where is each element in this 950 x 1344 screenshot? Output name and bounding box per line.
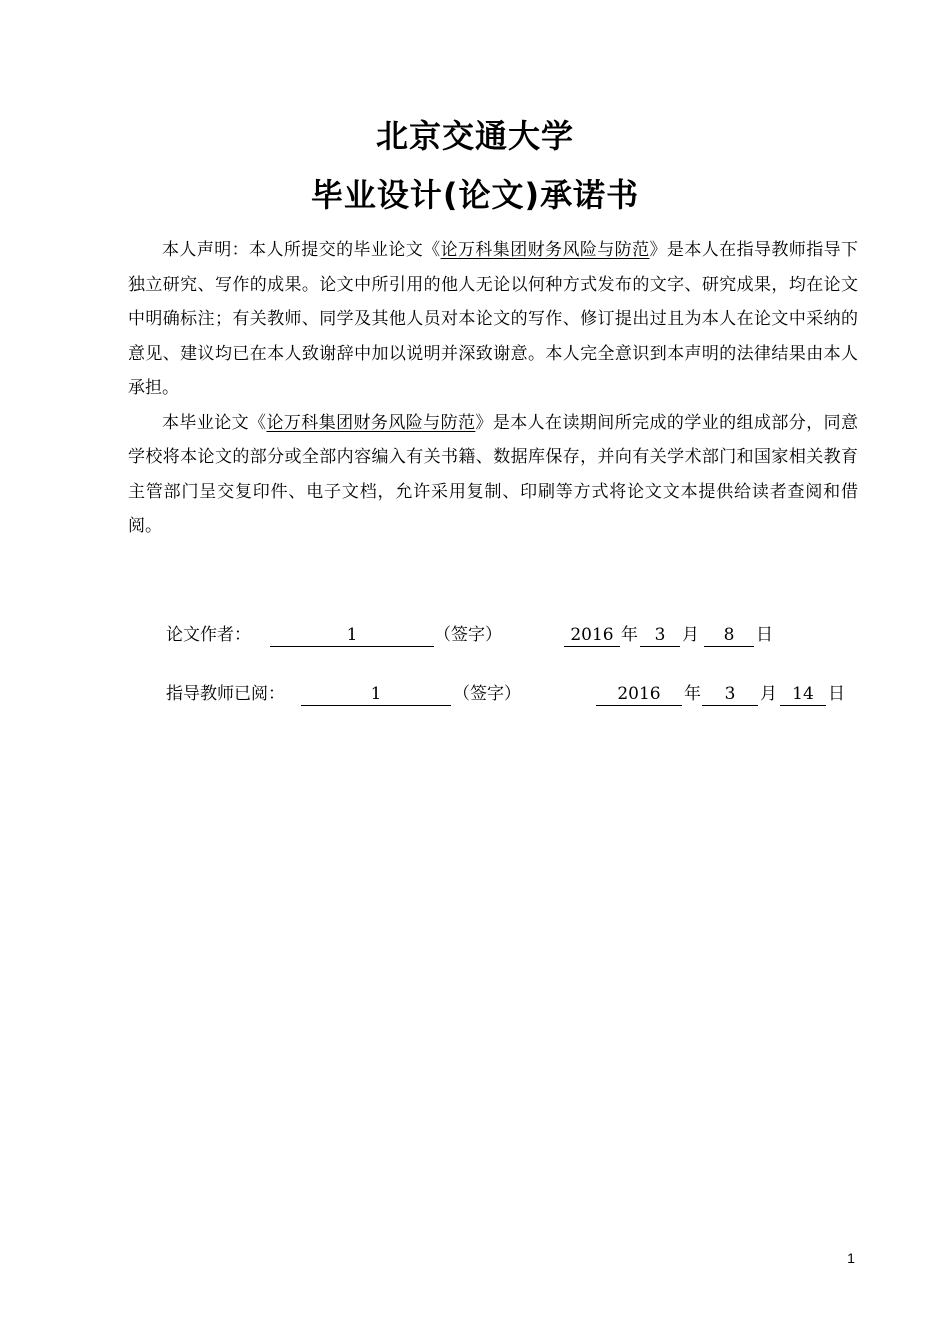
author-name-field: 1 bbox=[270, 624, 434, 647]
declaration-paragraph-2 bbox=[128, 406, 858, 544]
author-signature-row bbox=[166, 620, 866, 650]
author-month-unit: 月 bbox=[682, 625, 699, 645]
author-sign-note: （签字） bbox=[434, 625, 502, 645]
declaration-body bbox=[128, 233, 858, 544]
para2-thesis-title: 论万科集团财务风险与防范 bbox=[266, 412, 476, 433]
advisor-month-unit: 月 bbox=[760, 684, 777, 704]
author-year-unit: 年 bbox=[621, 625, 638, 645]
document-title: 毕业设计(论文)承诺书 bbox=[310, 176, 640, 214]
para1-prefix: 本人声明：本人所提交的毕业论文《 bbox=[162, 240, 441, 260]
author-day-unit: 日 bbox=[756, 625, 773, 645]
advisor-year-field: 2016 bbox=[596, 683, 682, 706]
author-label: 论文作者： bbox=[166, 625, 251, 645]
advisor-name-field: 1 bbox=[301, 683, 451, 706]
page-number: 1 bbox=[847, 1250, 855, 1266]
advisor-year-unit: 年 bbox=[684, 684, 701, 704]
author-month-field: 3 bbox=[640, 624, 680, 647]
para2-prefix: 本毕业论文《 bbox=[162, 412, 267, 433]
school-title: 北京交通大学 bbox=[375, 117, 574, 155]
declaration-paragraph-1 bbox=[128, 233, 858, 406]
para2-suffix: 》是本人在读期间所完成的学业的组成部分，同意学校将本论文的部分或全部内容编入有关书籍、数据库保存，并向有关学术部门和国家相关教育主管部门呈交复印件、电子文档，允许采用复制、印刷等方式将论文文本提供给读者查阅和借阅。 bbox=[128, 412, 859, 536]
para1-suffix: 》是本人在指导教师指导下独立研究、写作的成果。论文中所引用的他人无论以何种方式发布的文字、研究成果，均在论文中明确标注；有关教师、同学及其他人员对本论文的写作、修订提出过且为本人在论文中采纳的意见、建议均已在本人致谢辞中加以说明并深致谢意。本人完全意识到本声明的法律结果由本人承担。 bbox=[128, 240, 859, 398]
advisor-day-field: 14 bbox=[780, 683, 826, 706]
author-day-field: 8 bbox=[704, 624, 754, 647]
author-year-field: 2016 bbox=[564, 624, 620, 647]
advisor-signature-row bbox=[166, 679, 866, 709]
advisor-sign-note: （签字） bbox=[453, 684, 521, 704]
advisor-day-unit: 日 bbox=[828, 684, 845, 704]
advisor-month-field: 3 bbox=[702, 683, 758, 706]
advisor-label: 指导教师已阅： bbox=[166, 684, 285, 704]
para1-thesis-title: 论万科集团财务风险与防范 bbox=[440, 240, 650, 260]
